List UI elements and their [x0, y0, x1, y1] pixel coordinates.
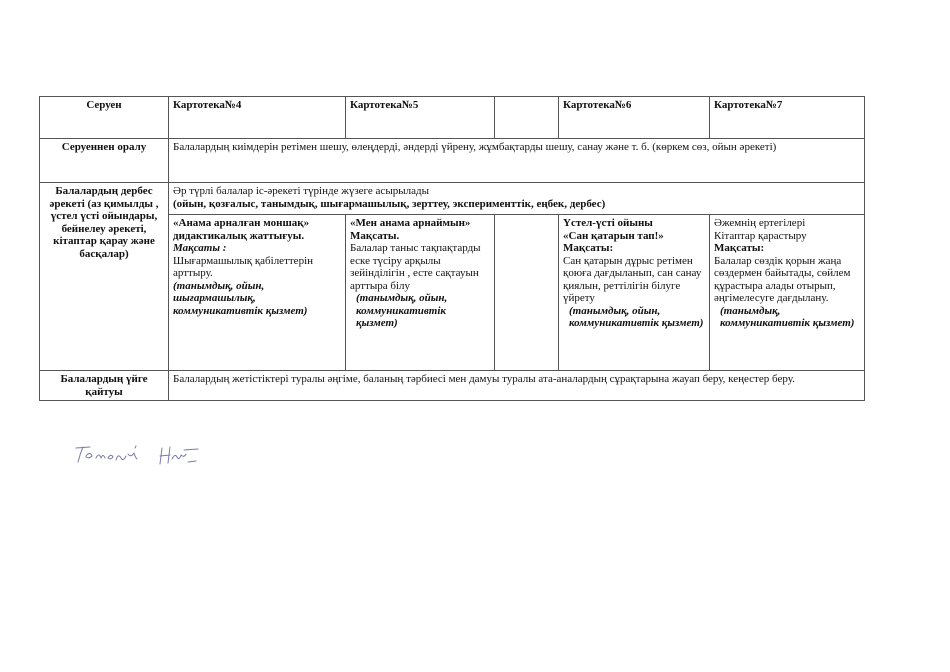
goal-text: Сан қатарын дұрыс ретімен қоюға дағдыланып, сан санау қиялын, реттілігін білуге үйрету [563, 254, 702, 304]
goal-label: Мақсаты: [714, 242, 765, 254]
handwritten-signature [72, 442, 204, 468]
activity-subtitle: Кітаптар қарастыру [714, 229, 807, 242]
card-file-5: Картотека№5 [346, 97, 495, 139]
activity-card-6 [559, 215, 710, 371]
activity-tags: (танымдық, ойын, коммуникативтік қызмет) [356, 292, 448, 329]
activity-subtitle: дидактикалық жаттығуы. [173, 229, 305, 242]
header-row [40, 97, 865, 139]
card-file-6: Картотека№6 [559, 97, 710, 139]
activity-subtitle: «Сан қатарын тап!» [563, 229, 664, 242]
intro-line: Әр түрлі балалар іс-әрекеті түрінде жүзеге асырылады [173, 185, 429, 197]
empty-cell [495, 215, 559, 371]
return-walk-text: Балалардың киімдерін ретімен шешу, өлеңдерді, әндерді үйрену, жұмбақтарды шешу, санау және т. б. (көркем сөз, ойын әрекеті) [169, 139, 865, 183]
activity-tags: (танымдық, коммуникативтік қызмет) [720, 304, 855, 329]
goal-label: Мақсаты. [350, 229, 400, 242]
activity-tags: (танымдық, ойын, коммуникативтік қызмет) [569, 304, 704, 329]
activity-card-5 [346, 215, 495, 371]
goal-text: Балалар таныс тақпақтарды еске түсіру арқылы зейінділігін , есте сақтауын арттыра білу [350, 242, 481, 292]
return-walk-label: Серуеннен оралу [40, 139, 169, 183]
independent-row [40, 183, 865, 215]
goal-text: Шығармашылық қабілеттерін арттыру. [173, 254, 314, 279]
going-home-label: Балалардың үйге қайтуы [40, 371, 169, 401]
activity-title: Үстел-үсті ойыны [563, 217, 653, 229]
activity-title: «Мен анама арнаймын» [350, 217, 471, 229]
activity-title: Әжемнің ертегілері [714, 217, 806, 229]
goal-text: Балалар сөздік қорын жаңа сөздермен байытады, сөйлем құрастыра алады отырып, әңгімелесуге дағдылану. [714, 254, 851, 304]
goal-label: Мақсаты : [173, 242, 227, 254]
card-file-4: Картотека№4 [169, 97, 346, 139]
daily-plan-table [39, 96, 865, 401]
independent-intro [169, 183, 865, 215]
card-file-7: Картотека№7 [710, 97, 865, 139]
goal-label: Мақсаты: [563, 242, 614, 254]
going-home-row [40, 371, 865, 401]
empty-cell [495, 97, 559, 139]
activity-title: «Анама арналған моншақ» [173, 217, 310, 229]
going-home-text: Балалардың жетістіктері туралы әңгіме, баланың тәрбиесі мен дамуы туралы ата-аналардың сұрақтарына жауап беру, кеңестер беру. [169, 371, 865, 401]
activity-tags: (танымдық, ойын, шығармашылық, коммуникативтік қызмет) [173, 279, 308, 317]
activity-types: (ойын, қозғалыс, танымдық, шығармашылық, зерттеу, эксперименттік, еңбек, дербес) [173, 197, 606, 210]
independent-label: Балалардың дербес әрекеті (аз қимылды , үстел үсті ойындары, бейнелеу әрекеті, кітаптар қарау және басқалар) [40, 183, 169, 371]
activity-card-4 [169, 215, 346, 371]
activity-card-7 [710, 215, 865, 371]
return-walk-row [40, 139, 865, 183]
walk-label: Серуен [40, 97, 169, 139]
